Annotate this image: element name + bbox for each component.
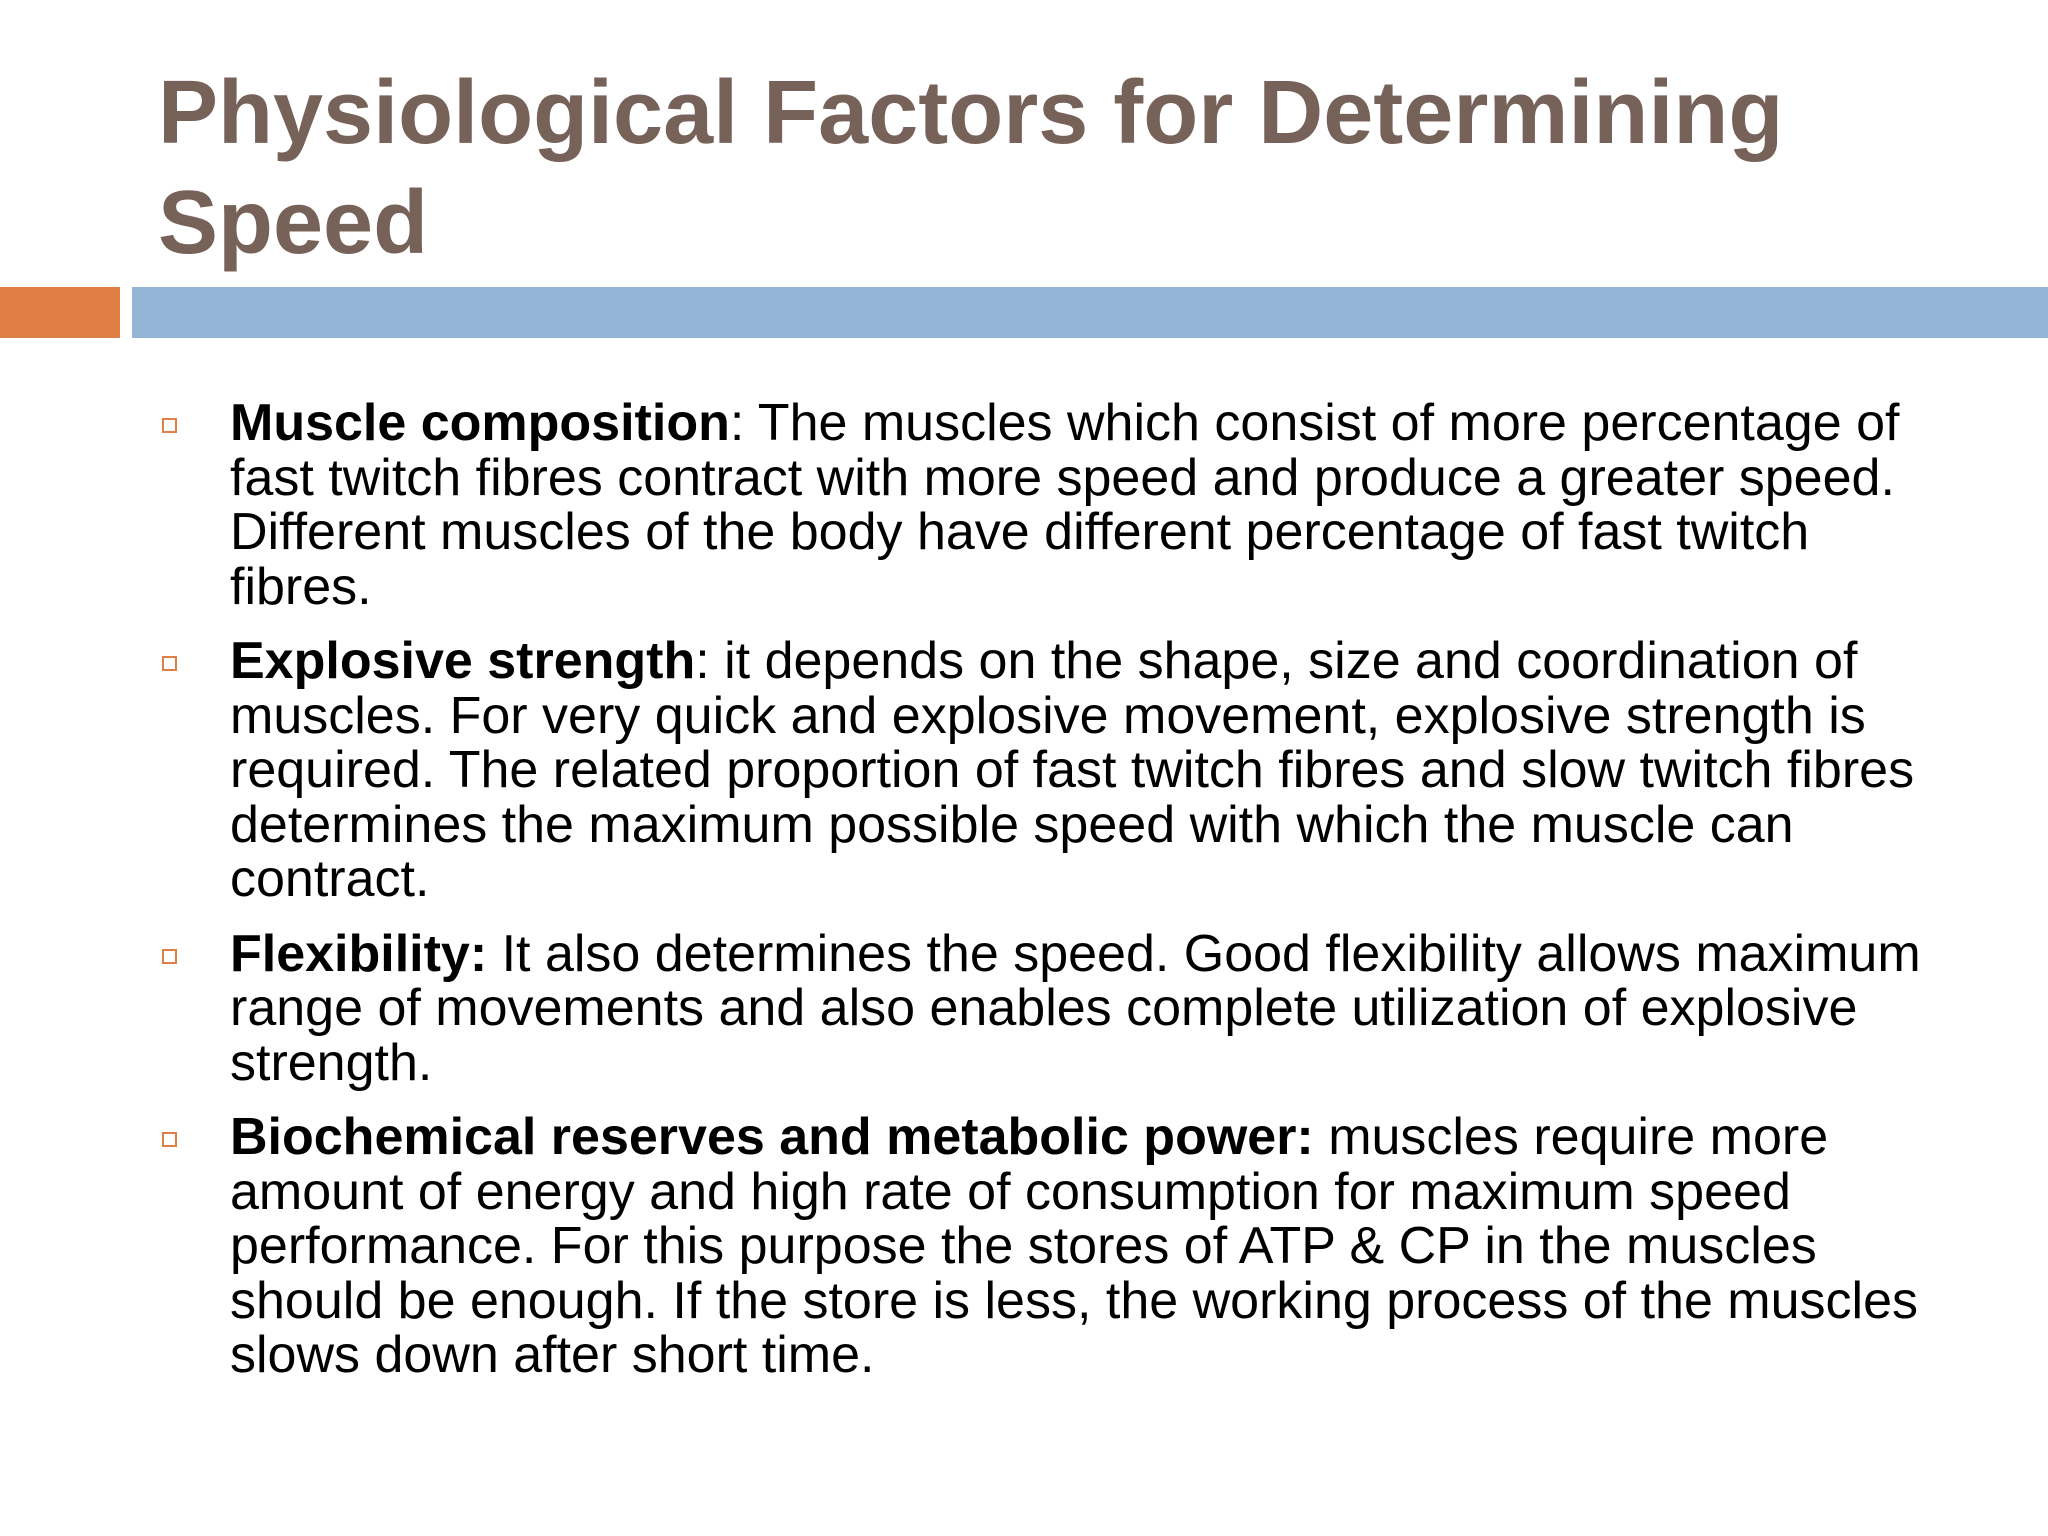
list-item: [158, 396, 1938, 614]
hollow-square-bullet-icon: [162, 1132, 177, 1147]
item-term: Flexibility:: [230, 924, 488, 983]
list-item: [158, 634, 1938, 907]
item-text: : The muscles which consist of more percentage of fast twitch fibres contract with more speed and produce a greater speed. Different muscles of the body have different percentage of fast twitch fibres.: [230, 394, 1900, 616]
accent-bar-orange: [0, 287, 120, 338]
accent-bar-blue: [132, 287, 2048, 338]
list-item: [158, 924, 1938, 1092]
list-item: [158, 1110, 1938, 1383]
item-text: muscles require more amount of energy and high rate of consumption for maximum speed performance. For this purpose the stores of ATP & CP in the muscles should be enough. If the store is less, the working process of the muscles slows down after short time.: [230, 1108, 1919, 1384]
hollow-square-bullet-icon: [162, 656, 177, 671]
item-term: Explosive strength: [230, 632, 696, 690]
item-term: Biochemical reserves and metabolic power:: [230, 1108, 1314, 1166]
item-text: It also determines the speed. Good flexibility allows maximum range of movements and also enables complete utilization of explosive strength.: [230, 924, 1921, 1092]
item-term: Muscle composition: [230, 394, 730, 452]
item-text: : it depends on the shape, size and coordination of muscles. For very quick and explosive movement, explosive strength is required. The related proportion of fast twitch fibres and slow twitch fibres determines the maximum possible speed with which the muscle can contract.: [230, 632, 1915, 908]
slide-title: Physiological Factors for Determining Speed: [158, 63, 1784, 273]
hollow-square-bullet-icon: [162, 418, 177, 433]
bullet-list: [158, 396, 1938, 1403]
hollow-square-bullet-icon: [162, 949, 177, 964]
